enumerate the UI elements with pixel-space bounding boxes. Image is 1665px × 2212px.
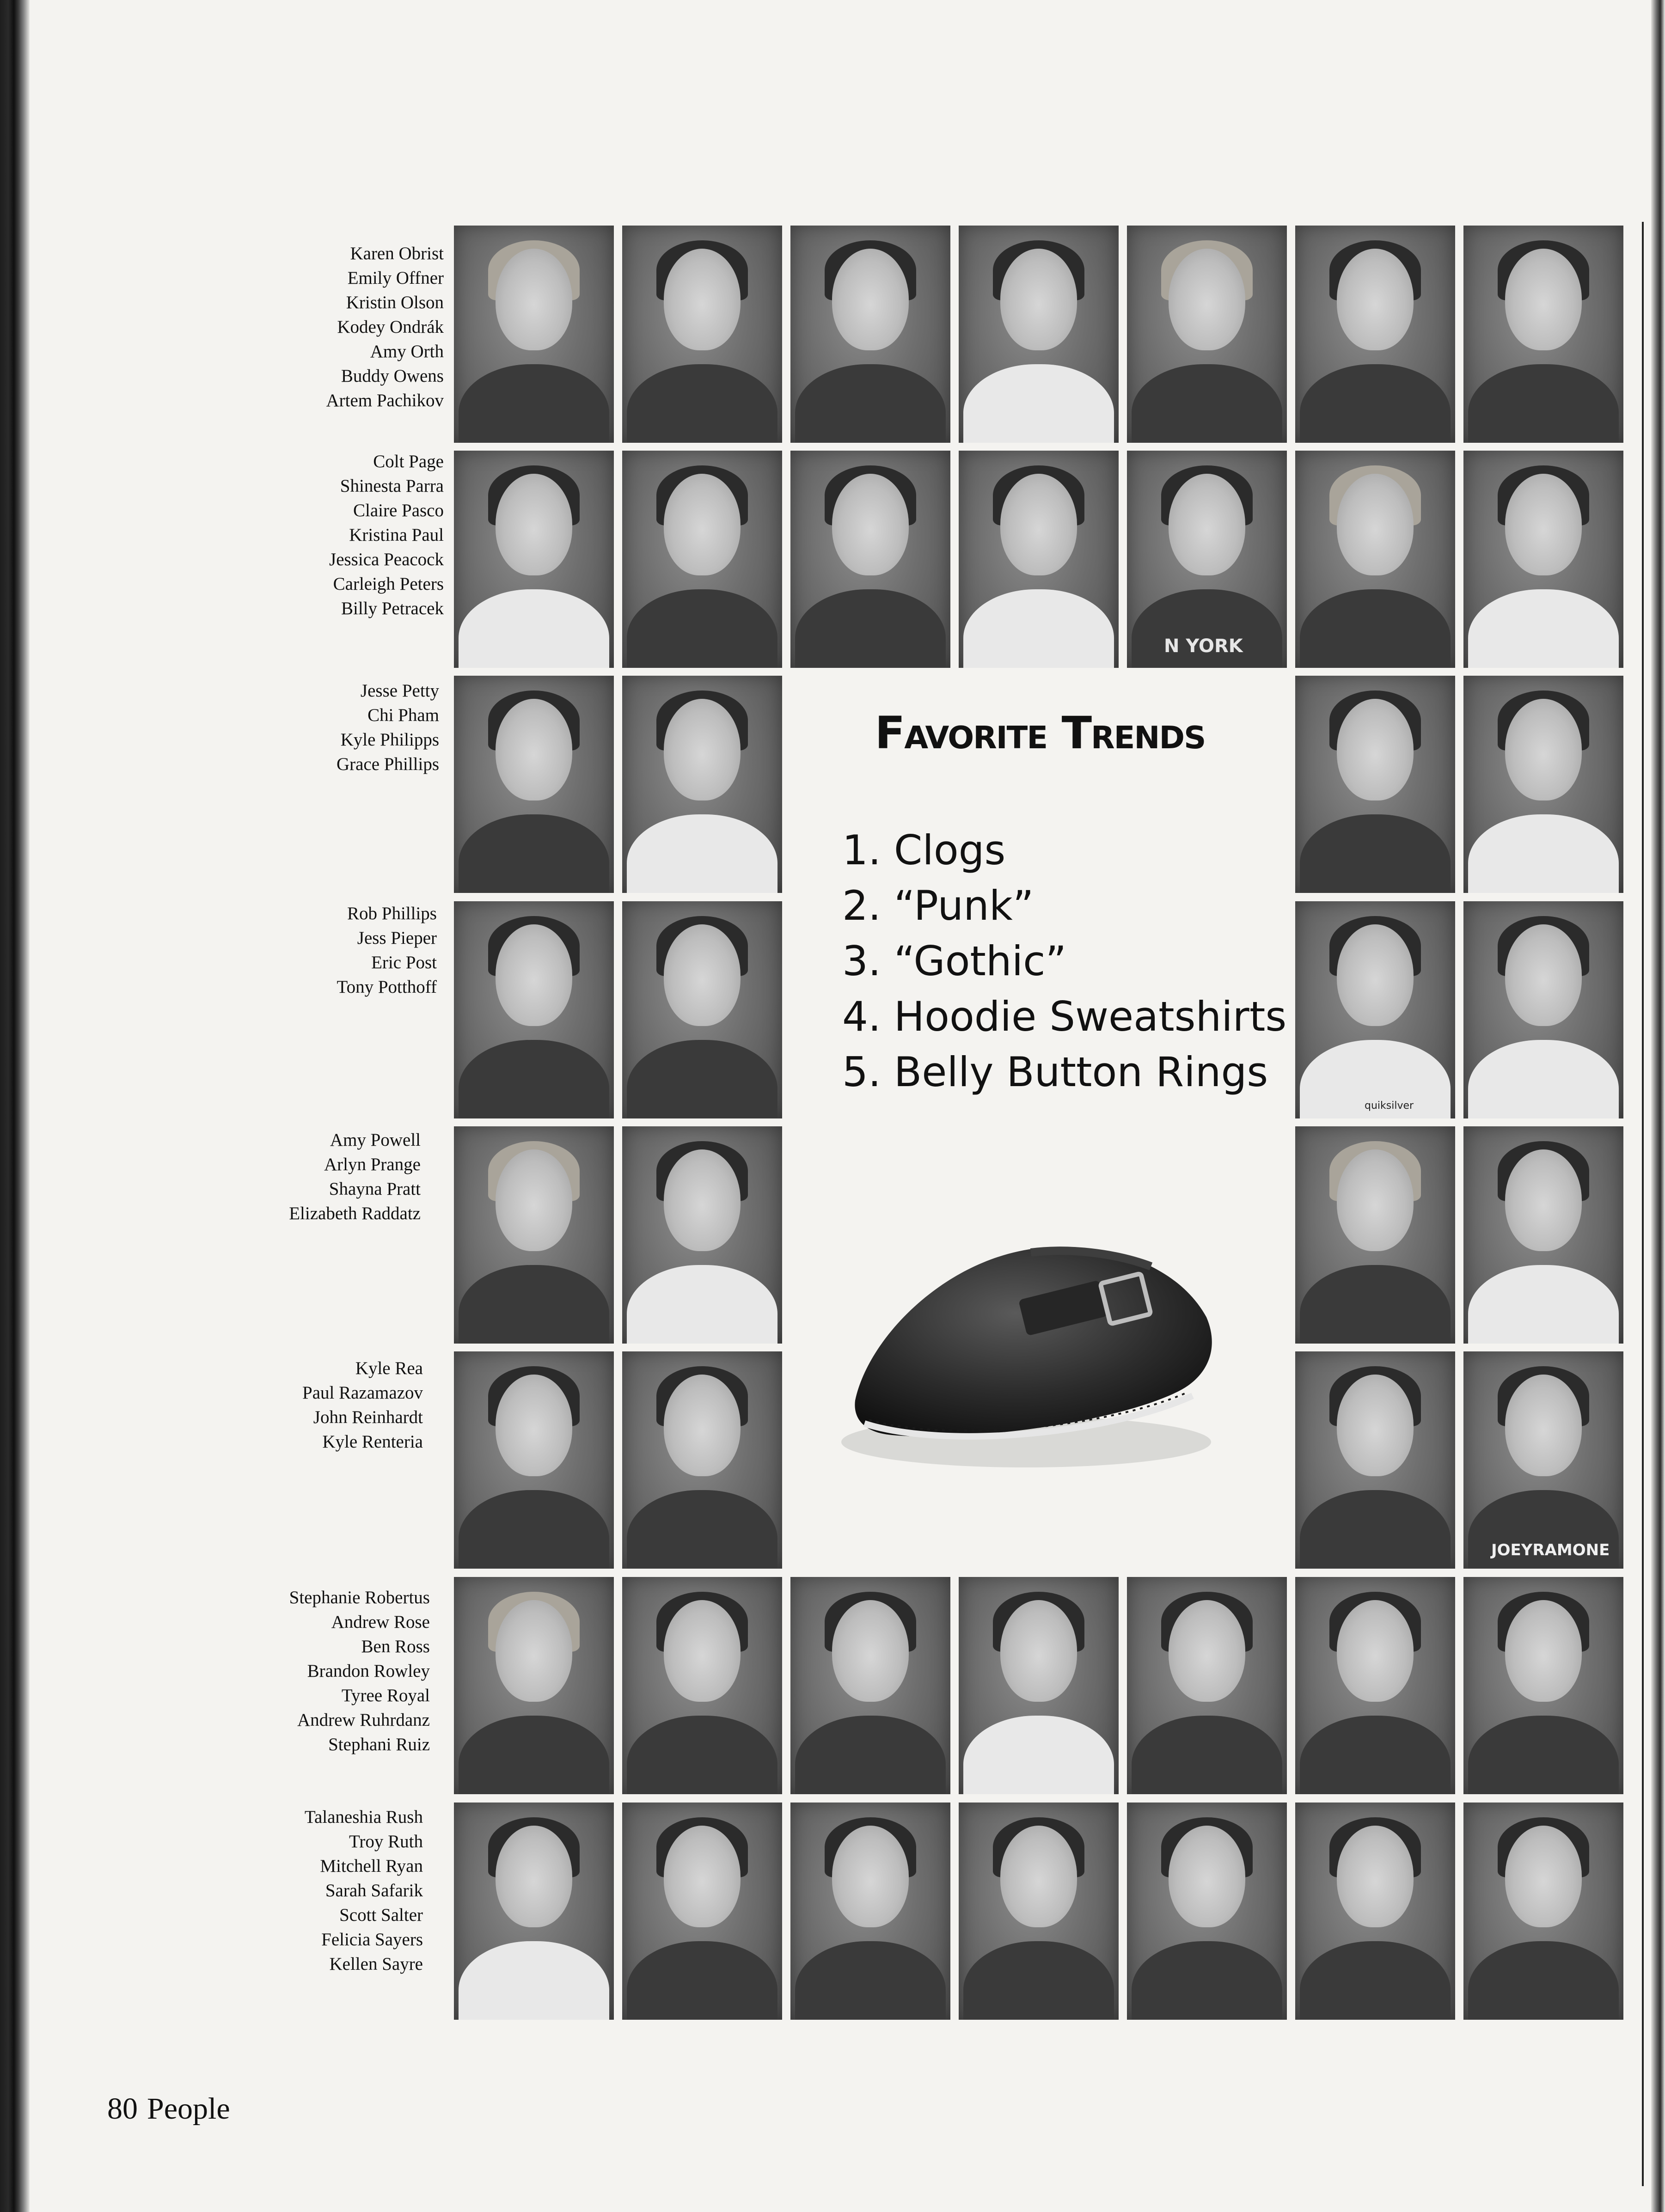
student-portrait [1295, 901, 1455, 1118]
student-portrait [1463, 1126, 1623, 1344]
student-portrait [1127, 451, 1287, 668]
student-portrait [1127, 1577, 1287, 1794]
name-list-row-2 [231, 449, 444, 621]
trend-item: 5. Belly Button Rings [842, 1048, 1268, 1096]
name-list-row-7 [203, 1585, 430, 1757]
student-portrait [622, 1803, 782, 2020]
student-portrait [790, 226, 950, 443]
student-name: Emily Offner [347, 268, 444, 288]
student-name: Kellen Sayre [329, 1954, 423, 1974]
student-name: Carleigh Peters [333, 574, 444, 594]
student-portrait [622, 676, 782, 893]
student-name: Ben Ross [361, 1637, 430, 1656]
student-name: Sarah Safarik [325, 1881, 423, 1900]
student-portrait [1295, 226, 1455, 443]
page-edge [1651, 0, 1665, 2212]
student-name: Kodey Ondrák [337, 317, 444, 337]
name-list-row-1 [231, 241, 444, 413]
student-name: Karen Obrist [350, 244, 444, 263]
student-name: Elizabeth Raddatz [289, 1204, 421, 1223]
student-portrait [454, 1126, 614, 1344]
student-portrait [1463, 1803, 1623, 2020]
student-portrait [454, 1803, 614, 2020]
student-portrait [1127, 1803, 1287, 2020]
student-name: Troy Ruth [349, 1832, 423, 1851]
student-name: Chi Pham [367, 705, 439, 725]
student-name: Brandon Rowley [307, 1661, 430, 1681]
student-name: Kyle Rea [355, 1358, 423, 1378]
student-portrait [959, 1577, 1119, 1794]
student-name: Eric Post [371, 953, 437, 972]
student-portrait [1295, 1126, 1455, 1344]
student-portrait [1463, 901, 1623, 1118]
trend-item: 2. “Punk” [842, 882, 1034, 929]
student-portrait [622, 1577, 782, 1794]
student-name: Andrew Ruhrdanz [297, 1710, 430, 1730]
page-number: 80 [107, 2092, 138, 2126]
name-list-row-4 [231, 901, 437, 999]
student-name: Billy Petracek [341, 599, 444, 618]
student-name: Artem Pachikov [326, 391, 444, 410]
student-portrait [1463, 1577, 1623, 1794]
student-name: Kyle Renteria [322, 1432, 423, 1452]
student-name: Andrew Rose [331, 1612, 430, 1632]
student-name: Tyree Royal [341, 1686, 430, 1705]
student-portrait [454, 1351, 614, 1569]
page-edge-rule [1642, 222, 1644, 2186]
student-name: Jessica Peacock [329, 550, 444, 569]
section-name: People [147, 2092, 230, 2126]
page-footer [107, 2091, 230, 2126]
student-portrait [790, 451, 950, 668]
student-name: Rob Phillips [347, 904, 437, 923]
student-portrait [622, 226, 782, 443]
student-portrait [790, 1577, 950, 1794]
student-name: Jesse Petty [360, 681, 439, 701]
student-name: Claire Pasco [353, 501, 444, 520]
shirt-print: JOEYRAMONE [1491, 1541, 1610, 1559]
clog-illustration [827, 1183, 1243, 1479]
student-name: Kristina Paul [349, 525, 444, 545]
student-name: Felicia Sayers [321, 1930, 423, 1949]
student-name: Buddy Owens [341, 366, 444, 386]
trend-item: 4. Hoodie Sweatshirts [842, 993, 1287, 1040]
student-name: John Reinhardt [313, 1407, 423, 1427]
trend-item: 3. “Gothic” [842, 937, 1067, 985]
student-name: Kristin Olson [346, 293, 444, 312]
trend-item: 1. Clogs [842, 826, 1006, 874]
student-portrait [1295, 1803, 1455, 2020]
student-name: Stephanie Robertus [289, 1588, 430, 1607]
student-portrait [959, 451, 1119, 668]
student-portrait [622, 451, 782, 668]
student-name: Grace Phillips [336, 754, 439, 774]
shirt-print: quiksilver [1365, 1100, 1414, 1112]
trends-list [842, 823, 1304, 1100]
student-portrait [790, 1803, 950, 2020]
student-portrait [1295, 676, 1455, 893]
student-name: Scott Salter [339, 1905, 423, 1925]
student-portrait [1295, 451, 1455, 668]
student-portrait [1295, 1577, 1455, 1794]
page-binding [0, 0, 30, 2212]
student-portrait [622, 1126, 782, 1344]
student-portrait [1295, 1351, 1455, 1569]
student-name: Shayna Pratt [329, 1179, 421, 1199]
student-name: Shinesta Parra [340, 476, 444, 496]
student-portrait [622, 901, 782, 1118]
student-name: Amy Powell [330, 1130, 421, 1150]
name-list-row-8 [231, 1805, 423, 1976]
student-name: Jess Pieper [357, 928, 437, 948]
student-portrait [1463, 676, 1623, 893]
student-name: Arlyn Prange [324, 1155, 421, 1174]
student-portrait [454, 451, 614, 668]
student-portrait [454, 226, 614, 443]
student-name: Paul Razamazov [302, 1383, 423, 1403]
student-portrait [454, 1577, 614, 1794]
student-name: Kyle Philipps [340, 730, 439, 750]
student-name: Amy Orth [370, 342, 444, 361]
name-list-row-5 [203, 1128, 421, 1226]
student-portrait [1127, 226, 1287, 443]
student-portrait [1463, 1351, 1623, 1569]
student-portrait [959, 226, 1119, 443]
student-name: Mitchell Ryan [320, 1856, 423, 1876]
shirt-print: N YORK [1164, 635, 1243, 657]
student-name: Colt Page [373, 452, 444, 471]
student-portrait [1463, 451, 1623, 668]
student-name: Talaneshia Rush [304, 1807, 423, 1827]
student-portrait [454, 676, 614, 893]
student-portrait [454, 901, 614, 1118]
trends-title: Favorite Trends [875, 707, 1206, 759]
student-portrait [1463, 226, 1623, 443]
name-list-row-6 [231, 1356, 423, 1454]
student-name: Tony Potthoff [337, 977, 437, 997]
student-portrait [622, 1351, 782, 1569]
student-name: Stephani Ruiz [328, 1735, 430, 1754]
student-portrait [959, 1803, 1119, 2020]
name-list-row-3 [231, 678, 439, 776]
